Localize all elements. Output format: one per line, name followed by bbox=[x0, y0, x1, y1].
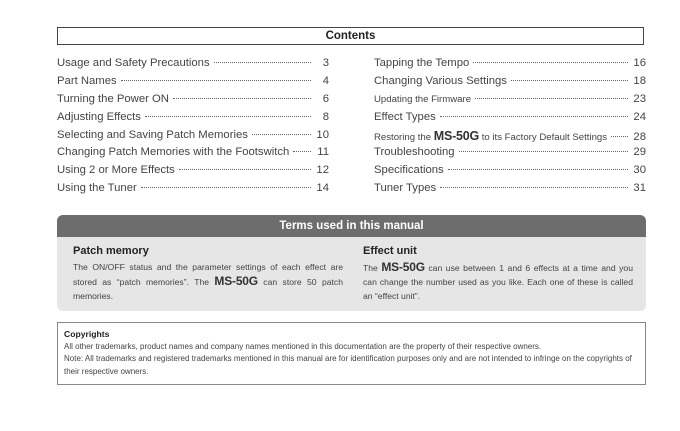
term-title: Patch memory bbox=[73, 245, 149, 257]
toc-leader-dots bbox=[475, 98, 628, 99]
toc-right-column bbox=[374, 57, 646, 200]
terms-panel bbox=[57, 215, 646, 311]
toc-leader-dots bbox=[179, 169, 311, 170]
term-patch-memory bbox=[73, 245, 343, 303]
term-text: The bbox=[363, 263, 382, 273]
toc-left-column bbox=[57, 57, 329, 200]
toc-item[interactable] bbox=[374, 182, 646, 200]
toc-leader-dots bbox=[252, 134, 311, 135]
toc-item-page: 10 bbox=[316, 128, 329, 141]
toc-item-title: Turning the Power ON bbox=[57, 92, 169, 105]
toc-item-title bbox=[374, 129, 607, 143]
toc-item-page: 4 bbox=[322, 74, 329, 87]
toc-item-page: 8 bbox=[322, 110, 329, 123]
brand-logo: MS-50G bbox=[214, 274, 258, 288]
toc-item-page: 29 bbox=[633, 146, 646, 159]
toc-item-page: 31 bbox=[633, 182, 646, 195]
terms-heading: Terms used in this manual bbox=[57, 215, 646, 237]
term-text: The ON/OFF status and the parameter settings of each effect are stored as “patch memories”. The bbox=[73, 262, 343, 287]
toc-item[interactable] bbox=[374, 146, 646, 164]
toc-item[interactable] bbox=[374, 111, 646, 129]
toc-leader-dots bbox=[459, 151, 628, 152]
toc-item-page: 18 bbox=[633, 74, 646, 87]
toc-item-page: 23 bbox=[633, 92, 646, 105]
toc-item-page: 28 bbox=[633, 130, 646, 143]
toc-item[interactable] bbox=[374, 129, 646, 147]
toc-item[interactable] bbox=[57, 57, 329, 75]
toc-item-page: 16 bbox=[633, 57, 646, 69]
toc-item-page: 6 bbox=[322, 92, 329, 105]
toc-leader-dots bbox=[293, 151, 311, 152]
toc-item[interactable] bbox=[57, 146, 329, 164]
toc-item-title: Adjusting Effects bbox=[57, 110, 141, 123]
toc-item[interactable] bbox=[57, 75, 329, 93]
term-description bbox=[363, 260, 633, 303]
toc-item-page: 30 bbox=[633, 164, 646, 177]
toc-item-title: Updating the Firmware bbox=[374, 93, 472, 105]
brand-logo: MS-50G bbox=[433, 128, 480, 143]
toc-item[interactable] bbox=[374, 57, 646, 75]
toc-item-page: 11 bbox=[317, 146, 329, 159]
toc-item-page: 12 bbox=[316, 164, 329, 177]
toc-leader-dots bbox=[214, 62, 311, 63]
term-title: Effect unit bbox=[363, 245, 417, 257]
copyrights-note: Note: All trademarks and registered trademarks mentioned in this manual are for identification purposes only and are not intended to infringe on the copyrights of their respective owners. bbox=[64, 354, 632, 376]
toc-leader-dots bbox=[611, 136, 628, 137]
toc-item-title: Changing Patch Memories with the Footswitch bbox=[57, 146, 290, 159]
toc-item-page: 14 bbox=[316, 182, 329, 195]
term-effect-unit bbox=[363, 245, 633, 303]
toc-item[interactable] bbox=[57, 111, 329, 129]
toc-item[interactable] bbox=[374, 164, 646, 182]
toc-leader-dots bbox=[440, 187, 628, 188]
toc-item-title: Selecting and Saving Patch Memories bbox=[57, 128, 248, 141]
copyrights-box bbox=[57, 322, 646, 385]
toc-item-title: Specifications bbox=[374, 164, 444, 177]
toc-leader-dots bbox=[448, 169, 628, 170]
toc-leader-dots bbox=[440, 116, 628, 117]
toc-title-suffix: to its Factory Default Settings bbox=[479, 131, 608, 143]
toc-title-prefix: Restoring the bbox=[374, 131, 434, 143]
toc-item-title: Tuner Types bbox=[374, 182, 437, 195]
toc-leader-dots bbox=[173, 98, 311, 99]
toc-item-title: Using 2 or More Effects bbox=[57, 164, 175, 177]
toc-item[interactable] bbox=[57, 164, 329, 182]
toc-item[interactable] bbox=[57, 93, 329, 111]
term-description bbox=[73, 260, 343, 303]
toc-item[interactable] bbox=[374, 93, 646, 111]
toc-item-title: Tapping the Tempo bbox=[374, 57, 470, 69]
toc-item-page: 3 bbox=[322, 57, 329, 69]
term-text: can use between 1 and 6 effects at a time and you can change the number used as you like. Each one of these is called an “effect unit”. bbox=[363, 263, 633, 301]
toc-leader-dots bbox=[473, 62, 628, 63]
toc-item-page: 24 bbox=[633, 110, 646, 123]
toc-item-title: Changing Various Settings bbox=[374, 74, 507, 87]
toc-leader-dots bbox=[145, 116, 311, 117]
contents-heading: Contents bbox=[57, 27, 644, 45]
toc-leader-dots bbox=[511, 80, 628, 81]
term-text: can store 50 patch memories. bbox=[73, 277, 343, 301]
toc-item-title: Usage and Safety Precautions bbox=[57, 57, 210, 69]
brand-logo: MS-50G bbox=[381, 260, 425, 274]
toc-leader-dots bbox=[121, 80, 311, 81]
toc-item-title: Part Names bbox=[57, 74, 117, 87]
toc-item-title: Effect Types bbox=[374, 110, 436, 123]
toc-item-title: Using the Tuner bbox=[57, 182, 137, 195]
toc-item[interactable] bbox=[57, 129, 329, 147]
copyrights-title: Copyrights bbox=[64, 329, 110, 339]
toc-item[interactable] bbox=[57, 182, 329, 200]
toc-item-title: Troubleshooting bbox=[374, 146, 455, 159]
copyrights-line: All other trademarks, product names and company names mentioned in this documentation are the property of their respective owners. bbox=[64, 342, 542, 351]
toc-item[interactable] bbox=[374, 75, 646, 93]
toc-leader-dots bbox=[141, 187, 311, 188]
